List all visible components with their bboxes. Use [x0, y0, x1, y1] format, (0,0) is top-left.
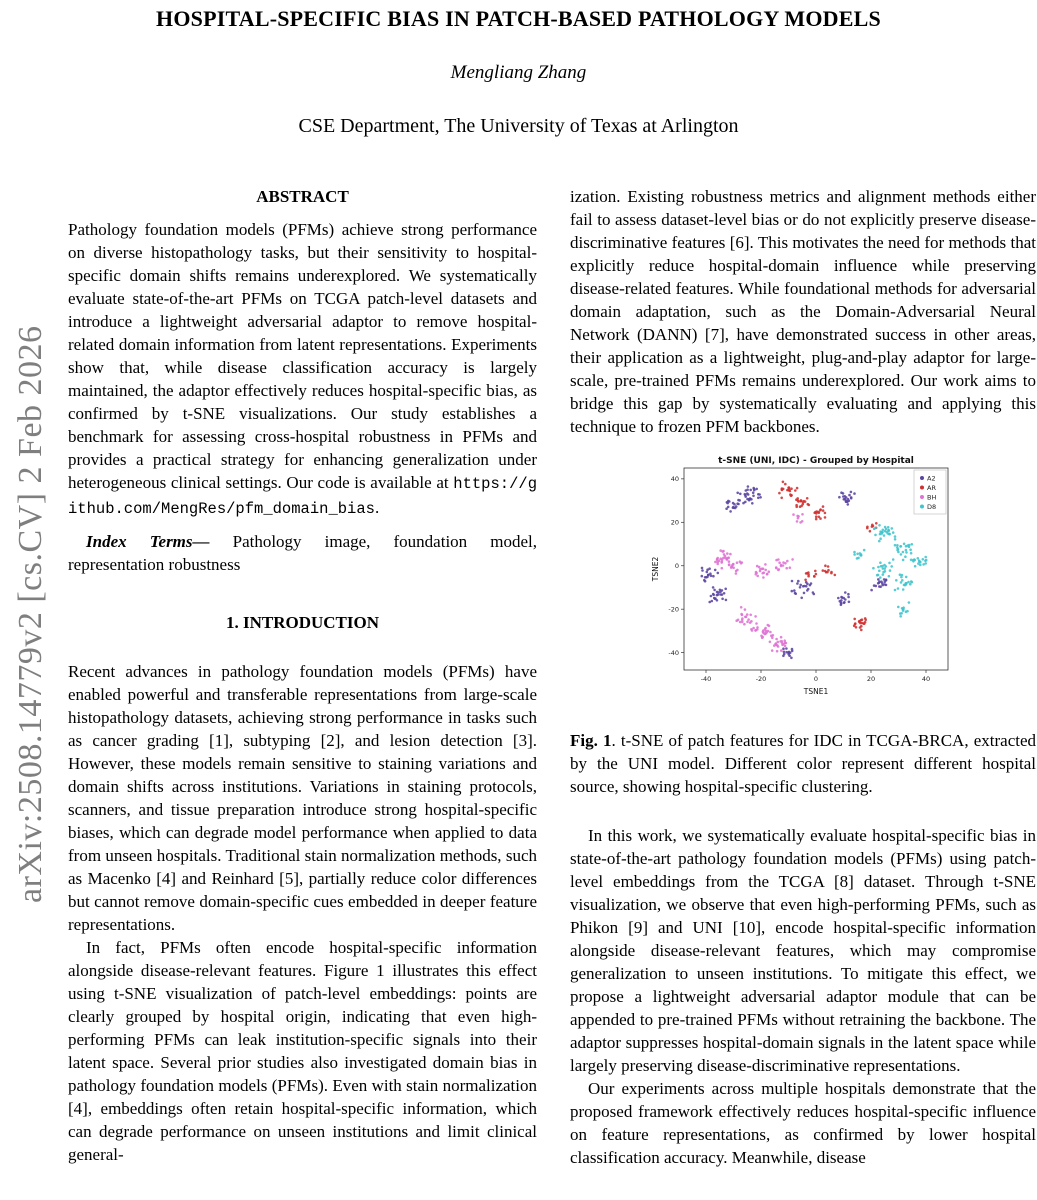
- svg-text:40: 40: [670, 475, 679, 484]
- svg-text:-40: -40: [668, 648, 679, 657]
- right-column: [570, 185, 1036, 1169]
- figure-caption-text: . t-SNE of patch features for IDC in TCGA-BRCA, extracted by the UNI model. Different color represent different hospital source, showing hospital-specific clustering.: [570, 731, 1037, 796]
- svg-text:-40: -40: [700, 675, 712, 683]
- figure-1: [570, 452, 1036, 705]
- two-column-body: [68, 185, 1036, 1169]
- code-url-link[interactable]: https://github.com/MengRes/pfm_domain_bias: [68, 475, 537, 518]
- tsne-scatter-plot: [648, 452, 958, 700]
- plot-legend: [914, 470, 946, 514]
- svg-text:D8: D8: [927, 502, 937, 511]
- paper-affiliation: CSE Department, The University of Texas at Arlington: [298, 115, 739, 137]
- svg-text:A2: A2: [927, 474, 936, 483]
- inwork-paragraph: In this work, we systematically evaluate hospital-specific bias in state-of-the-art pathology foundation models (PFMs) using patch-level embeddings from the TCGA [8] dataset. Through t-SNE visualization, we observe that even high-performing PFMs, such as Phikon [9] and UNI [10], encode hospital-specific information alongside disease-relevant features, which may compromise generalization to unseen institutions. To mitigate this effect, we propose a lightweight adversarial adaptor module that can be appended to pre-trained PFMs without retraining the backbone. The adaptor suppresses hospital-domain signals in the latent space while largely preserving disease-discriminative representations.: [570, 826, 1036, 1075]
- index-terms-label: Index Terms—: [86, 532, 210, 551]
- continuation-paragraph: ization. Existing robustness metrics and alignment methods either fail to assess dataset-level bias or do not explicitly preserve disease-discriminative features [6]. This motivates the need for methods that explicitly reduce hospital-domain influence while preserving disease-related features. While foundational methods for adversarial domain adaptation, such as the Domain-Adversarial Neural Network (DANN) [7], have demonstrated success in other areas, their application as a lightweight, plug-and-play adaptor for large-scale, pre-trained PFMs remains underexplored. Our work aims to bridge this gap by systematically evaluating and applying this technique to frozen PFM backbones.: [570, 187, 1036, 436]
- arxiv-watermark: arXiv:2508.14779v2 [cs.CV] 2 Feb 2026: [12, 325, 49, 903]
- svg-text:40: 40: [921, 675, 931, 683]
- paper-title: HOSPITAL-SPECIFIC BIAS IN PATCH-BASED PATHOLOGY MODELS: [156, 6, 881, 31]
- svg-text:0: 0: [674, 562, 679, 571]
- x-axis-label: TSNE1: [803, 687, 829, 696]
- index-terms: [68, 530, 537, 576]
- abstract-heading: ABSTRACT: [256, 187, 349, 206]
- svg-text:AR: AR: [927, 483, 936, 492]
- figure-caption-label: Fig. 1: [570, 731, 612, 750]
- svg-text:-20: -20: [755, 675, 767, 683]
- abstract-text: Pathology foundation models (PFMs) achieve strong performance on diverse histopathology tasks, but their sensitivity to hospital-specific domain shifts remains underexplored. We systematically evaluate state-of-the-art PFMs on TCGA patch-level datasets and introduce a lightweight adversarial adaptor to remove hospital-related domain information from latent representations. Experiments show that, while disease classification accuracy is largely maintained, the adaptor effectively reduces hospital-specific bias, as confirmed by t-SNE visualizations. Our study establishes a benchmark for assessing cross-hospital robustness in PFMs and provides a practical strategy for enhancing generalization under heterogeneous clinical settings. Our code is available at: [68, 220, 537, 492]
- introduction-heading: 1. INTRODUCTION: [225, 613, 380, 632]
- plot-frame: [684, 468, 948, 670]
- svg-text:0: 0: [813, 675, 819, 683]
- figure-1-caption: [570, 729, 1036, 798]
- plot-title: t-SNE (UNI, IDC) - Grouped by Hospital: [718, 456, 914, 466]
- abstract-paragraph: [68, 218, 537, 521]
- experiments-paragraph: Our experiments across multiple hospitals demonstrate that the proposed framework effectively reduces hospital-specific influence on feature representations, as confirmed by lower hospital classification accuracy. Meanwhile, disease: [570, 1079, 1036, 1167]
- svg-text:BH: BH: [927, 493, 937, 502]
- index-terms-text: Pathology image, foundation model, representation robustness: [68, 532, 537, 574]
- svg-text:20: 20: [866, 675, 876, 683]
- intro-paragraph-2: In fact, PFMs often encode hospital-specific information alongside disease-relevant features. Figure 1 illustrates this effect using t-SNE visualization of patch-level embeddings: points are clearly grouped by hospital origin, indicating that even high-performing PFMs can leak institution-specific signals into their latent space. Several prior studies also investigated domain bias in pathology foundation models (PFMs). Even with stain normalization [4], embeddings often retain hospital-specific information, which can degrade performance on unseen institutions and limit clinical general-: [68, 938, 537, 1164]
- svg-text:20: 20: [670, 518, 679, 527]
- abstract-period: .: [374, 498, 380, 517]
- y-axis-label: TSNE2: [651, 556, 660, 582]
- paper-author: Mengliang Zhang: [450, 62, 587, 83]
- left-column: [68, 185, 537, 1169]
- svg-text:-20: -20: [668, 605, 679, 614]
- intro-paragraph-1: Recent advances in pathology foundation models (PFMs) have enabled powerful and transferable representations from large-scale histopathology datasets, achieving strong performance in tasks such as cancer grading [1], subtyping [2], and lesion detection [3]. However, these models remain sensitive to staining variations and domain shifts across institutions. Variations in staining protocols, scanners, and tissue preparation introduce strong hospital-specific biases, which can degrade model performance when applied to data from unseen hospitals. Traditional stain normalization methods, such as Macenko [4] and Reinhard [5], partially reduce color differences but cannot remove domain-specific cues embedded in deeper feature representations.: [68, 662, 537, 934]
- paper-header: [0, 0, 1037, 138]
